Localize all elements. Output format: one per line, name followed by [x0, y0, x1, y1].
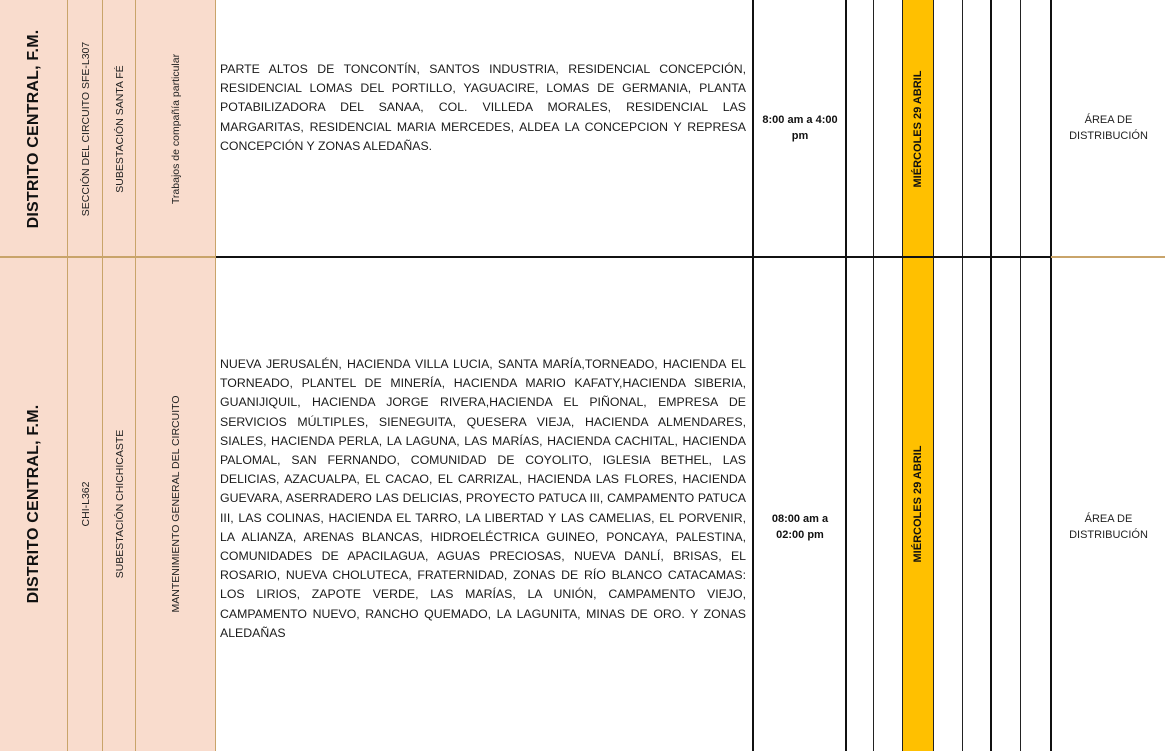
- date-label: MIÉRCOLES 29 ABRIL: [912, 70, 924, 187]
- date-cell: [903, 0, 933, 257]
- hours-line: 08:00 am a: [771, 513, 829, 525]
- date-cell: [903, 257, 933, 751]
- area-line: DISTRIBUCIÓN: [1069, 130, 1148, 142]
- area-line: ÁREA DE: [1084, 513, 1133, 525]
- row-divider: [216, 256, 1051, 258]
- grid-line: [990, 0, 992, 751]
- substation-cell: [103, 0, 136, 257]
- area-line: DISTRIBUCIÓN: [1069, 529, 1148, 541]
- area-line: ÁREA DE: [1084, 114, 1133, 126]
- circuit-label: SECCIÓN DEL CIRCUITO SFE-L307: [79, 41, 92, 216]
- work-type-cell: [136, 257, 216, 751]
- circuit-cell: [68, 257, 103, 751]
- district-cell: [0, 0, 68, 257]
- area-label: [1052, 112, 1165, 144]
- grid-line: [933, 0, 934, 751]
- work-type-label: MANTENIMIENTO GENERAL DEL CIRCUITO: [170, 395, 182, 613]
- hours-line: 02:00 pm: [776, 529, 824, 541]
- work-type-cell: [136, 0, 216, 257]
- substation-cell: [103, 257, 136, 751]
- grid-line: [102, 0, 103, 751]
- row-divider: [0, 256, 216, 258]
- grid-line: [752, 0, 754, 751]
- area-label: [1052, 511, 1165, 543]
- hours-line: pm: [791, 130, 809, 142]
- district-label: DISTRITO CENTRAL, F.M.: [25, 404, 42, 604]
- work-type-label: Trabajos de compañía particular: [170, 53, 182, 204]
- row-divider: [1051, 256, 1165, 258]
- substation-label: SUBESTACIÓN CHICHICASTE: [113, 429, 126, 579]
- grid-line: [1020, 0, 1021, 751]
- date-label: MIÉRCOLES 29 ABRIL: [912, 445, 924, 563]
- schedule-hours: [756, 511, 844, 543]
- circuit-cell: [68, 0, 103, 257]
- grid-line: [135, 0, 136, 751]
- grid-line: [902, 0, 903, 751]
- substation-label: SUBESTACIÓN SANTA FÉ: [113, 64, 126, 193]
- affected-sectors-text: NUEVA JERUSALÉN, HACIENDA VILLA LUCIA, SANTA MARÍA,TORNEADO, HACIENDA EL TORNEADO, PLANTEL DE MINERÍA, HACIENDA MARIO KAFATY,HACIENDA SIBERIA, GUANIJIQUIL, HACIENDA JORGE RIVERA,HACIENDA EL PIÑONAL, EMPRESA DE SERVICIOS MÚLTIPLES, SIENEGUITA, QUESERA VIEJA, HACIENDA ALMENDARES, SIALES, HACIENDA PERLA, LA LAGUNA, LAS MARÍAS, HACIENDA CACHITAL, HACIENDA PALOMAL, SAN FERNANDO, COMUNIDAD DE COYOLITO, IGLESIA BETHEL, LAS DELICIAS, AZACUALPA, EL CACAO, EL CARRIZAL, HACIENDA LAS FLORES, HACIENDA GUEVARA, ASERRADERO LAS DELICIAS, PROYECTO PATUCA III, CAMPAMENTO PATUCA III, LAS COLINAS, HACIENDA EL TARRO, LA LIBERTAD Y LAS CAMELIAS, EL PORVENIR, LA ALIANZA, ARENAS BLANCAS, HIDROELÉCTRICA GUINEO, PONCAYA, PALESTINA, COMUNIDADES DE APACILAGUA, AGUAS PRECIOSAS, NUEVA DANLÍ, BRISAS, EL ROSARIO, NUEVA CHOLUTECA, FRATERNIDAD, ZONAS DE RÍO BLANCO CATACAMAS: LOS LIRIOS, ZAPOTE VERDE, LAS MARÍAS, LA UNIÓN, CAMPAMENTO VIEJO, CAMPAMENTO NUEVO, RANCHO QUEMADO, LA LAGUNITA, MINAS DE ORO. Y ZONAS ALEDAÑAS: [220, 357, 746, 640]
- district-cell: [0, 257, 68, 751]
- schedule-hours: [756, 112, 844, 144]
- grid-line: [873, 0, 874, 751]
- circuit-label: CHI-L362: [79, 481, 92, 527]
- affected-sectors-text: PARTE ALTOS DE TONCONTÍN, SANTOS INDUSTRIA, RESIDENCIAL CONCEPCIÓN, RESIDENCIAL LOMAS DEL PORTILLO, YAGUACIRE, LOMAS DE GERMANIA, PLANTA POTABILIZADORA DEL SANAA, COL. VILLEDA MORALES, RESIDENCIAL LAS MARGARITAS, RESIDENCIAL MARIA MERCEDES, ALDEA LA CONCEPCION Y REPRESA CONCEPCIÓN Y ZONAS ALEDAÑAS.: [220, 62, 746, 153]
- grid-line: [962, 0, 963, 751]
- grid-line: [1050, 0, 1052, 751]
- grid-line: [215, 0, 216, 751]
- district-label: DISTRITO CENTRAL, F.M.: [25, 29, 42, 228]
- grid-line: [67, 0, 68, 751]
- grid-line: [845, 0, 847, 751]
- hours-line: 8:00 am a 4:00: [762, 114, 838, 126]
